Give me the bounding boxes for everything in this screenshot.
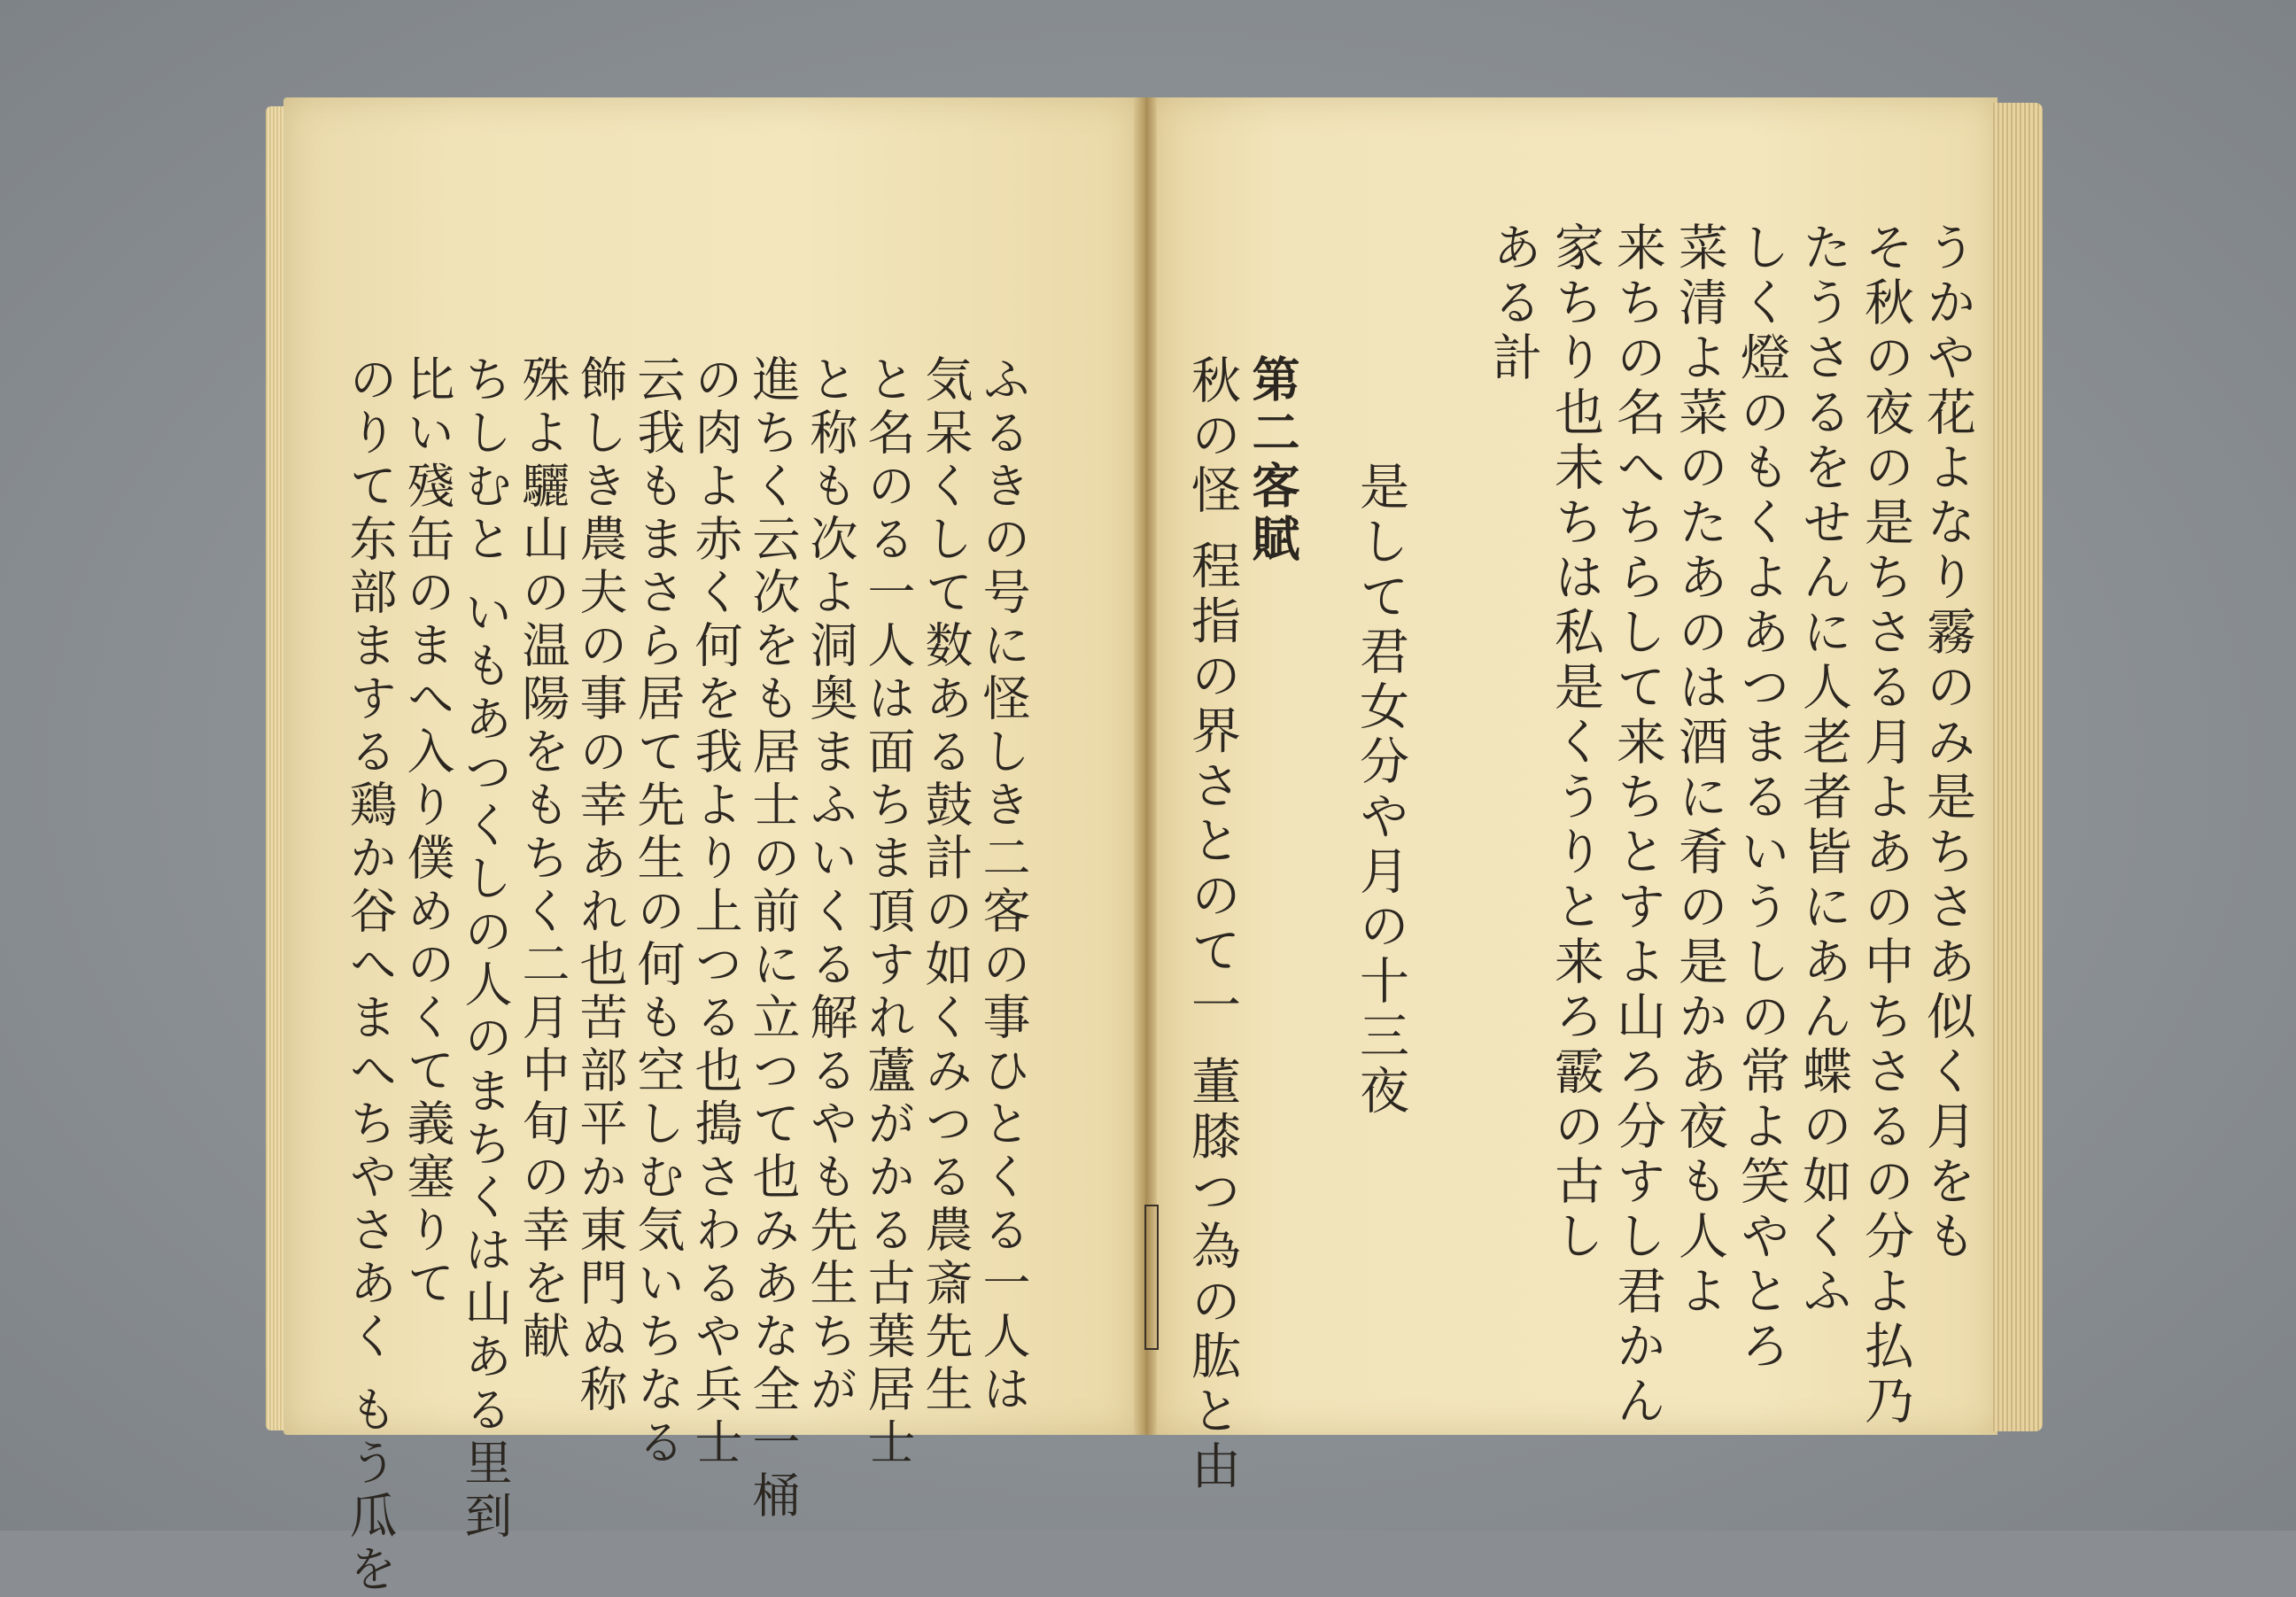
left-text-column: 進ちく云次をも居士の前に立つて也みあな全一桶 — [745, 354, 801, 1523]
left-text-column: 比い殘缶のまへ入り僕めのくて義塞りて — [399, 354, 455, 1311]
left-text-column: 飾しき農夫の事の幸あれ也苦部平か東門ぬ称 — [572, 354, 628, 1417]
right-text-column: 来ちの名へちらして来ちとすよ山ろ分すし君かん — [1609, 221, 1666, 1430]
right-text-column: そ秋の夜の是ちさる月よあの中ちさるの分よ払乃 — [1857, 221, 1914, 1430]
left-text-column: のりて东部まする鶏か谷へまへちやさあく もう瓜を — [342, 354, 398, 1597]
right-text-column: しく燈のもくよあつまるいうしの常よ笑やとろ — [1733, 221, 1790, 1375]
left-text-column: 云我もまさら居て先生の何も空しむ気いちなる — [630, 354, 686, 1470]
left-text-column: 殊よ驪山の温陽をもちく二月中旬の幸を献 — [515, 354, 570, 1364]
right-text-column: ある計 — [1485, 221, 1542, 386]
open-book — [266, 89, 2046, 1597]
left-text-column: と名のる一人は面ちま頂すれ蘆がかる古葉居士 — [860, 354, 916, 1470]
left-text-column: 気呆くして数ある鼓計の如くみつる農斎先生 — [918, 354, 973, 1417]
left-text-column: ふるきの号に怪しき二客の事ひとくる一人は — [975, 354, 1031, 1417]
gutter-folio-mark — [1144, 1205, 1159, 1350]
right-text-column: うかや花よなり霧のみ是ちさあ似く月をも — [1919, 221, 1976, 1265]
left-text-column: ちしむと いもあつくしの人のまちくは山ある里到 — [457, 354, 513, 1545]
right-text-column: 菜清よ菜のたあのは酒に肴の是かあ夜も人よ — [1671, 221, 1728, 1320]
verse-line: 是して君女分や月の十三夜 — [1352, 461, 1409, 1120]
left-text-column: の肉よ赤く何を我より上つる也搗さわるや兵士 — [687, 354, 743, 1470]
right-text-column: 家ちり也未ちは私是くうりと来ろ霰の古し — [1547, 221, 1604, 1265]
right-page-edges — [1993, 103, 2043, 1431]
section-body-column: 秋の怪 程指の界さとのて一 董膝つ為の肱と由 — [1183, 354, 1241, 1495]
left-text-column: と称も次よ洞奥まふいくる解るやも先生ちが — [803, 354, 858, 1417]
right-text-column: たうさるをせんに人老者皆にあん蝶の如くふ — [1795, 221, 1852, 1320]
section-title: 第二客賦 — [1245, 354, 1301, 567]
